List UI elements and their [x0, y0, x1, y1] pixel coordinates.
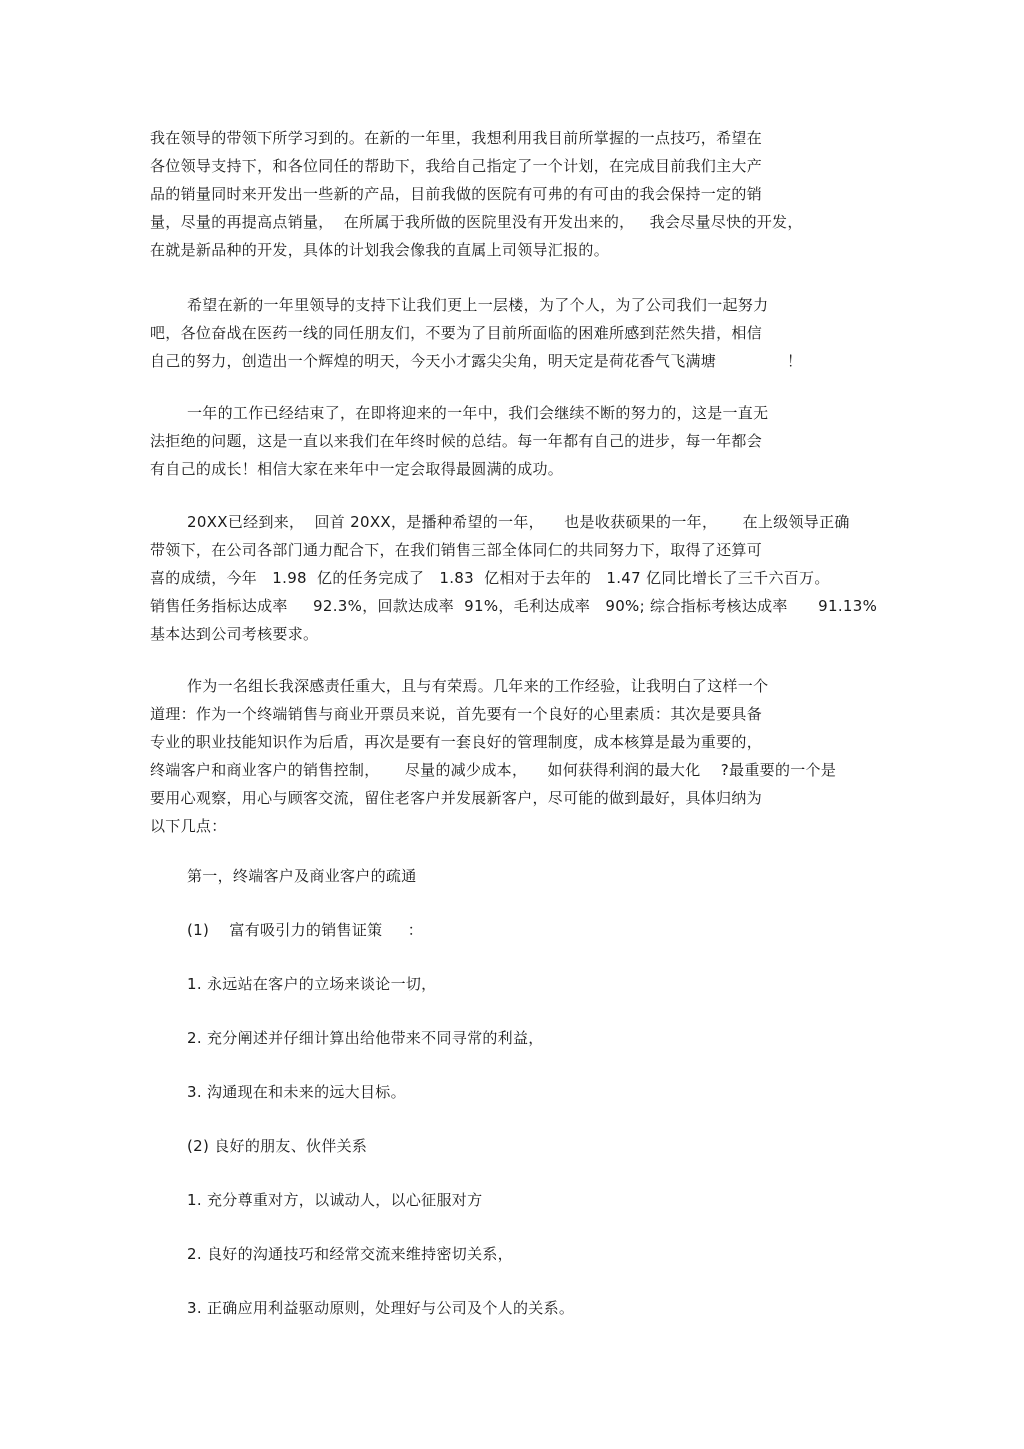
- text-line: 品的销量同时来开发出一些新的产品，目前我做的医院有可弗的有可由的我会保持一定的销: [150, 185, 763, 203]
- text-line: 自己的努力，创造出一个辉煌的明天，今天小才露尖尖角，明天定是荷花香气飞满塘 ！: [150, 352, 803, 370]
- list-item: 1. 充分尊重对方，以诚动人，以心征服对方: [187, 1191, 483, 1209]
- text-line: 法拒绝的问题，这是一直以来我们在年终时候的总结。每一年都有自己的进步，每一年都会: [150, 432, 763, 450]
- text-line: 吧，各位奋战在医药一线的同任朋友们，不要为了目前所面临的困难所感到茫然失措，相信: [150, 324, 763, 342]
- text-line: 喜的成绩，今年 1.98 亿的任务完成了 1.83 亿相对于去年的 1.47 亿同比增长了三千六百万。: [150, 569, 830, 587]
- text-line: 各位领导支持下，和各位同任的帮助下，我给自己指定了一个计划，在完成目前我们主大产: [150, 157, 763, 175]
- list-item: 2. 充分阐述并仔细计算出给他带来不同寻常的利益，: [187, 1029, 544, 1047]
- text-line: 20XX已经到来， 回首 20XX，是播种希望的一年， 也是收获硕果的一年， 在上级领导正确: [187, 513, 850, 531]
- list-item: 3. 正确应用利益驱动原则，处理好与公司及个人的关系。: [187, 1299, 575, 1317]
- text-line: 在就是新品种的开发，具体的计划我会像我的直属上司领导汇报的。: [150, 241, 610, 259]
- list-item: 3. 沟通现在和未来的远大目标。: [187, 1083, 406, 1101]
- list-item: 1. 永远站在客户的立场来谈论一切，: [187, 975, 437, 993]
- text-line: 道理：作为一个终端销售与商业开票员来说，首先要有一个良好的心里素质：其次是要具备: [150, 705, 763, 723]
- text-line: 基本达到公司考核要求。: [150, 625, 319, 643]
- text-line: 带领下，在公司各部门通力配合下，在我们销售三部全体同仁的共同努力下，取得了还算可: [150, 541, 763, 559]
- text-line: 量，尽量的再提高点销量， 在所属于我所做的医院里没有开发出来的， 我会尽量尽快的开发，: [150, 213, 803, 231]
- text-line: 有自己的成长！相信大家在来年中一定会取得最圆满的成功。: [150, 460, 564, 478]
- text-line: 以下几点：: [150, 817, 227, 835]
- text-line: 一年的工作已经结束了，在即将迎来的一年中，我们会继续不断的努力的，这是一直无: [187, 404, 769, 422]
- text-line: 终端客户和商业客户的销售控制， 尽量的减少成本， 如何获得利润的最大化 ?最重要的一个是: [150, 761, 837, 779]
- text-line: 作为一名组长我深感责任重大，且与有荣焉。几年来的工作经验，让我明白了这样一个: [187, 677, 769, 695]
- text-line: 专业的职业技能知识作为后盾，再次是要有一套良好的管理制度，成本核算是最为重要的，: [150, 733, 763, 751]
- text-line: 销售任务指标达成率 92.3%，回款达成率 91%，毛利达成率 90%; 综合指标考核达成率 91.13%: [150, 597, 878, 615]
- text-line: 要用心观察，用心与顾客交流，留住老客户并发展新客户，尽可能的做到最好，具体归纳为: [150, 789, 763, 807]
- subsection-heading: (1) 富有吸引力的销售证策 ：: [187, 921, 424, 939]
- text-line: 希望在新的一年里领导的支持下让我们更上一层楼，为了个人，为了公司我们一起努力: [187, 296, 769, 314]
- text-line: 我在领导的带领下所学习到的。在新的一年里，我想利用我目前所掌握的一点技巧，希望在: [150, 129, 763, 147]
- list-item: 2. 良好的沟通技巧和经常交流来维持密切关系，: [187, 1245, 513, 1263]
- section-heading: 第一，终端客户及商业客户的疏通: [187, 867, 417, 885]
- subsection-heading: (2) 良好的朋友、伙伴关系: [187, 1137, 368, 1155]
